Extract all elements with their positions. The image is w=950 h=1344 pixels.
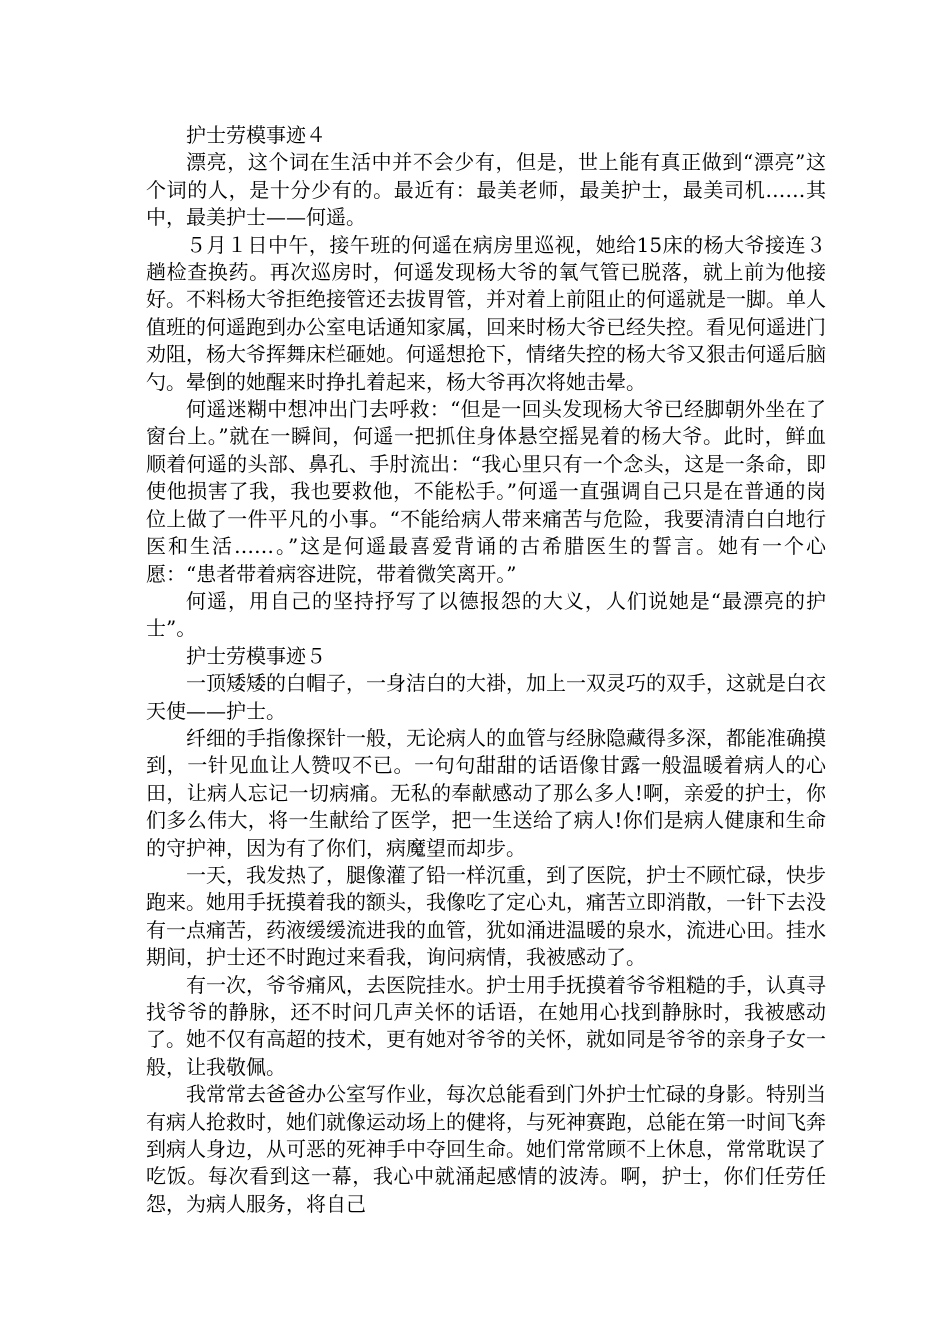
section-heading: 护士劳模事迹５	[186, 643, 326, 668]
section-deeds-5	[146, 643, 826, 1219]
paragraph: 何遥迷糊中想冲出门去呼救：“但是一回头发现杨大爷已经脚朝外坐在了窗台上。”就在一瞬间，何遥一把抓住身体悬空摇晃着的杨大爷。此时，鲜血顺着何遥的头部、鼻孔、手肘流出：“我心里只有一个念头，这是一条命，即使他损害了我，我也要救他，不能松手。”何遥一直强调自己只是在普通的岗位上做了一件平凡的小事。“不能给病人带来痛苦与危险，我要清清白白地行医和生活……。”这是何遥最喜爱背诵的古希腊医生的誓言。她有一个心愿：“患者带着病容进院，带着微笑离开。”	[146, 397, 826, 586]
paragraph: ５月１日中午，接午班的何遥在病房里巡视，她给15床的杨大爷接连３趟检查换药。再次巡房时，何遥发现杨大爷的氧气管已脱落，就上前为他接好。不料杨大爷拒绝接管还去拔胃管，并对着上前阻止的何遥就是一脚。单人值班的何遥跑到办公室电话通知家属，回来时杨大爷已经失控。看见何遥进门劝阻，杨大爷挥舞床栏砸她。何遥想抢下，情绪失控的杨大爷又狠击何遥后脑勺。晕倒的她醒来时挣扎着起来，杨大爷再次将她击晕。	[146, 232, 826, 394]
document-page	[146, 122, 826, 1218]
paragraph: 纤细的手指像探针一般，无论病人的血管与经脉隐藏得多深，都能准确摸到，一针见血让人赞叹不已。一句句甜甜的话语像甘露一般温暖着病人的心田，让病人忘记一切病痛。无私的奉献感动了那么多人!啊，亲爱的护士，你们多么伟大，将一生献给了医学，把一生送给了病人!你们是病人健康和生命的守护神，因为有了你们，病魔望而却步。	[146, 725, 826, 860]
paragraph: 我常常去爸爸办公室写作业，每次总能看到门外护士忙碌的身影。特别当有病人抢救时，她们就像运动场上的健将，与死神赛跑，总能在第一时间飞奔到病人身边，从可恶的死神手中夺回生命。她们常常顾不上休息，常常耽误了吃饭。每次看到这一幕，我心中就涌起感情的波涛。啊，护士，你们任劳任怨，为病人服务，将自己	[146, 1082, 826, 1216]
section-heading: 护士劳模事迹４	[186, 123, 326, 147]
paragraph: 有一次，爷爷痛风，去医院挂水。护士用手抚摸着爷爷粗糙的手，认真寻找爷爷的静脉，还不时问几声关怀的话语，在她用心找到静脉时，我被感动了。她不仅有高超的技术，更有她对爷爷的关怀，就如同是爷爷的亲身子女一般，让我敬佩。	[146, 972, 826, 1079]
paragraph: 何遥，用自己的坚持抒写了以德报怨的大义，人们说她是“最漂亮的护士”。	[146, 588, 826, 641]
section-deeds-4	[146, 122, 826, 643]
paragraph: 一天，我发热了，腿像灌了铅一样沉重，到了医院，护士不顾忙碌，快步跑来。她用手抚摸着我的额头，我像吃了定心丸，痛苦立即消散，一针下去没有一点痛苦，药液缓缓流进我的血管，犹如涌进温暖的泉水，流进心田。挂水期间，护士还不时跑过来看我，询问病情，我被感动了。	[146, 862, 826, 970]
paragraph: 一顶矮矮的白帽子，一身洁白的大褂，加上一双灵巧的双手，这就是白衣天使——护士。	[146, 671, 826, 723]
paragraph: 漂亮，这个词在生活中并不会少有，但是，世上能有真正做到“漂亮”这个词的人，是十分少有的。最近有：最美老师，最美护士，最美司机……其中，最美护士——何遥。	[146, 150, 826, 230]
